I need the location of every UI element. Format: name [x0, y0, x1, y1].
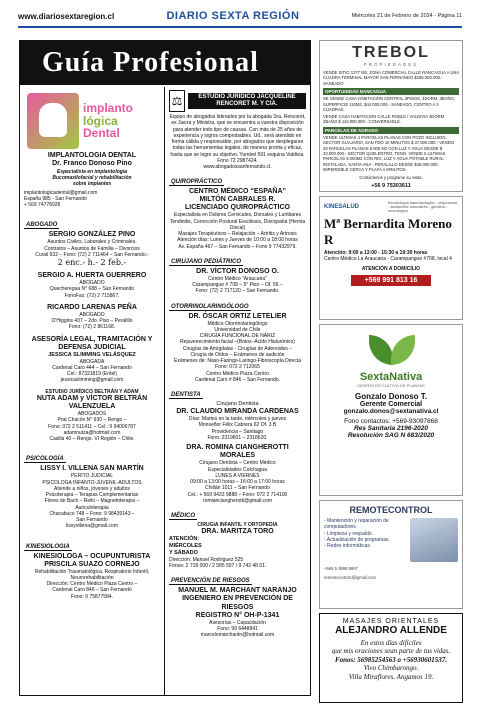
- listing-title: NUTA ADAM y VÍCTOR BELTRÁN VALENZUELA: [36, 394, 148, 410]
- listing-line: ABOGADOS: [77, 411, 107, 417]
- otorrino-listing: [169, 313, 306, 384]
- listing-title: RICARDO LARENAS PEÑA: [47, 303, 137, 311]
- sextanativa-email[interactable]: gonzalo.donos@sextanativa.cl: [343, 408, 439, 415]
- listing-line: Chacabuco 748 – Fono: 9 98439143 –: [49, 510, 135, 517]
- listing-title: DR. CLAUDIO MIRANDA CARDENAS: [176, 408, 299, 416]
- listing-line: Cirugías de Amígdalas - Cirugías de Adenoides –: [182, 345, 293, 352]
- remotecontrol-email[interactable]: remotecontrolcl@gmail.com: [324, 575, 376, 580]
- listing-subtitle: LICENCIADO QUIROPRÁCTICO: [185, 204, 290, 212]
- masajes-title: MASAJES ORIENTALES: [342, 618, 440, 625]
- listing-line: Auriculoterapia: [75, 504, 109, 511]
- remotecontrol-phone: +569 5 3898.8997: [324, 566, 358, 571]
- listing-line: Fonos: 2 718 000 / 2 585 597 / 9 742 48 01.: [169, 563, 267, 570]
- guia-right-column: [165, 87, 310, 695]
- listing-line: CIRUGÍA FUNCIONAL DE NARIZ: [199, 333, 276, 340]
- listing-line: Contratos – Asuntos de Familia – Divorcios: [44, 245, 140, 252]
- abogado-listing: [24, 336, 160, 384]
- listing-line: Carampangue # 708 – 5° Piso – Of. 56 –: [192, 282, 283, 289]
- sextanativa-res: Resolución SAG N 683/2020: [347, 432, 435, 439]
- estudio-title: ESTUDIO JURIDICO JACQUELINE RENCORET M. Y CIA.: [188, 93, 306, 109]
- listing-title: CENTRO MÉDICO “ESPAÑA”: [188, 188, 287, 196]
- section-quiropractico: QUIROPRÁCTICO: [171, 179, 222, 186]
- listing-line: Cirugía de Oídos – Exámenes de audición: [190, 351, 285, 358]
- kinesalud-ad: [319, 196, 463, 320]
- listing-line: LUNES A VIERNES: [215, 472, 260, 479]
- guia-left-column: [20, 87, 165, 695]
- listing-line: Flores de Bach – Reiki – Magnetoterapia –: [44, 498, 140, 505]
- trebol-bar: PARCELAS DE AGRADO: [323, 127, 459, 134]
- trebol-ad: [319, 40, 463, 192]
- psicologia-listing: [24, 465, 160, 529]
- listing-title: SERGIO A. HUERTA GUERRERO: [37, 272, 147, 280]
- listing-line: Fono: 99 6448841: [217, 625, 258, 632]
- abogado-listing: [24, 272, 160, 299]
- listing-subtitle: INGENIERO EN PREVENCIÓN DE RIESGOS: [182, 595, 293, 611]
- listing-line: FonoFax: (72) 2 715867.: [64, 292, 120, 299]
- logo-line-1: implanto: [83, 101, 133, 116]
- section-psicologia: PSICOLOGÍA: [26, 456, 64, 463]
- estudio-web[interactable]: www.abogadossanfernando.cl.: [203, 164, 272, 170]
- listing-line: Médico Otorrinolaringólogo: [207, 320, 268, 327]
- listing-line: marcelomarchantn@hotmail.com: [200, 632, 275, 639]
- listing-pre: CIRUGIA INFANTIL Y ORTOPEDIA: [197, 522, 278, 528]
- kinesalud-address: Centro Médico La Araucaria - Carampangue #708, local 4: [324, 256, 452, 263]
- listing-title: DRA. ROMINA CIANGHEROTTI MORALES: [186, 444, 289, 460]
- medico-att: MIÉRCOLES: [169, 543, 202, 550]
- listing-title: KINESIOLOGA – OCUPUNTURISTA: [33, 552, 151, 560]
- listing-line: Cardenal Caro 444 – San Fernando: [52, 364, 132, 371]
- section-dentista: DENTISTA: [171, 392, 201, 399]
- sextanativa-res: Res Sanitaria 2196-2020: [353, 425, 429, 432]
- abogado-listing: [24, 231, 160, 267]
- listing-line: Rehabilitación Traumatológica, Respiratorio Infantil,: [34, 568, 150, 575]
- listing-line: romianciangherotti@gmail.com: [203, 497, 272, 504]
- computer-image: [410, 518, 458, 562]
- listing-line: Centro Médico Plaza Centro: [206, 370, 269, 377]
- page-header: [18, 6, 462, 28]
- tooth-icon: [27, 93, 79, 149]
- dateline: Miércoles 21 de Febrero de 2024 - Página 11: [351, 13, 462, 19]
- listing-title: ASESORÍA LEGAL, TRAMITACIÓN Y DEFENSA JUDICIAL: [31, 335, 153, 351]
- listing-line: Psicoterapia – Terapias Complementarias: [45, 492, 139, 499]
- guia-title: Guía Profesional: [20, 41, 310, 85]
- listing-doctor: MILTÓN CABRALES R.: [199, 196, 276, 204]
- listing-line: Cel.: 87321819 (Entel): [66, 371, 118, 378]
- section-riesgos: PREVENCIÓN DE RIESGOS: [171, 578, 250, 585]
- trebol-text: VENDE CASA HABITACION CALLE ROBLE / VALDIVIA 4DORM 2BAÑO $ 110.000.000.- CONVERSABLE.: [323, 113, 445, 125]
- listing-line: Monseñor Félix Cabrera 62 Of. 3 B: [198, 422, 277, 429]
- listing-line: Bucomaxilofacial y rehabilitación: [52, 175, 132, 182]
- masajes-line: Villa Miraflores. Angamos 19.: [348, 672, 434, 681]
- listing-line: lissyvillena@gmail.com: [66, 523, 118, 530]
- listing-line: Fono: 9 75877584.: [71, 593, 113, 600]
- sextanativa-contact: Fono contactos: +569-93097868: [344, 418, 438, 425]
- abogados-list: [24, 231, 160, 442]
- listing-line: Exámenes de: Naso-Faringo-Laringo-Fibroscopía Directa: [173, 358, 301, 365]
- listing-line: Rejuvenecimiento facial –(Botox–Ácido Hialurónico): [180, 339, 295, 346]
- dentista-listing-1: [169, 401, 306, 441]
- listing-line: Cardenal Caro # 846 – San Fernando.: [194, 376, 281, 383]
- masajes-name: ALEJANDRO ALLENDE: [335, 625, 447, 636]
- listing-title: IMPLANTOLOGIA DENTAL: [47, 152, 137, 159]
- listing-pre: Cirujano Dentista: [216, 401, 259, 408]
- listing-line: Centro Médico “Araucaria”: [208, 275, 267, 282]
- listing-line: Fono: 2319601 – 2318620.: [207, 434, 268, 441]
- listing-phone: + 569 74778928: [24, 202, 61, 209]
- kinesalud-phone: +569 991 813 16: [351, 275, 431, 286]
- guia-profesional-box: [19, 40, 311, 696]
- medico-att: ATENCIÓN:: [169, 536, 200, 543]
- masajes-line: En estos días difíciles: [360, 639, 422, 647]
- medico-att: Y SÁBADO: [169, 550, 198, 557]
- listing-line: ABOGADO: [79, 311, 105, 318]
- listing-line: adamnutza@hotmail.com: [63, 429, 121, 436]
- estudio-header: [169, 90, 306, 112]
- listing-title: DRA. MARITZA TORO: [201, 528, 274, 536]
- remotecontrol-logo: REMOTECONTROL: [349, 505, 433, 515]
- logo-line-2: lógica: [83, 113, 118, 128]
- listing-title: SERGIO GONZÁLEZ PINO: [48, 231, 136, 239]
- listing-line: Cel.: + 569 9433 9888 – Fono: 072 2 714100: [187, 491, 288, 498]
- listing-line: Cirujano Dentista – Centro Médico: [199, 460, 276, 467]
- section-cirujano: CIRUJANO PEDIÁTRICO: [171, 258, 242, 265]
- trebol-text: VENDE SITIO 1377 M2, ZONA COMERCIAL CALLE RANCAGUA A UNA CUADRA TERMINAL MAYOR SAN FERNANDO $185.000.000.- SANEADO.: [323, 70, 459, 86]
- kinesalud-name: Mª Bernardita Moreno R: [324, 216, 452, 247]
- sextanativa-ad: [319, 324, 463, 496]
- listing-line: sobre implantes: [72, 181, 112, 188]
- kinesalud-logo: KINESALUD: [324, 204, 360, 210]
- trebol-text: SE VENDE CASA HABITACION CENTRAL 3PISOS, 4DORM, 3BAÑO, SUPERFICIE 110M2, $44.000.000.- SANEADO, CENTRO A 2 CUADRAS.: [323, 96, 455, 113]
- listing-line: Universidad de Chile: [214, 326, 261, 333]
- trebol-phone: +56 9 75303611: [371, 183, 411, 190]
- listing-line: Asuntos Civiles, Laborales y Criminales.: [47, 239, 137, 246]
- trebol-contact: Contáctenos y programe su visita.: [359, 174, 423, 180]
- listing-line: Tendinitis, Corrección Postural Escoliosis, Discopatía (Hernia Discal): [169, 218, 306, 231]
- listing-line: Atiende a niños, jóvenes y adultos: [54, 485, 130, 492]
- section-otorrino: OTORRINOLARINGÓLOGO: [171, 303, 249, 310]
- listing-line: ABOGADO: [79, 280, 105, 287]
- listing-line: Dirección: Manuel Rodríguez 525: [169, 556, 244, 563]
- medico-listing: [169, 522, 306, 569]
- masajes-ad: [319, 613, 463, 703]
- listing-line: Curali 532 – Fono: (72) 2 711464 – San Fernando.-: [35, 251, 149, 258]
- listing-line: - Limpieza y respaldo.: [324, 530, 373, 537]
- logo-line-3: Dental: [83, 126, 120, 141]
- listing-line: Especialista en implantología: [56, 168, 128, 175]
- section-medico: MÉDICO: [171, 513, 195, 519]
- listing-line: - Redes informáticas: [324, 543, 370, 549]
- trebol-logo: TREBOL: [352, 44, 430, 61]
- listing-line: Masajes Terapéuticos – Relajación – Artritis y Artrosis: [178, 231, 297, 238]
- abogado-listing: [24, 304, 160, 331]
- remotecontrol-ad: [319, 500, 463, 609]
- listing-line: Especialidades Colchagua: [208, 466, 267, 473]
- masajes-phone: Fonos: 56985254563 o +56930601537.: [334, 655, 448, 664]
- listing-line: Atención días: Lunes y Jueves de 10:00 a 18:00 horas: [177, 237, 298, 244]
- listing-line: ABOGADA: [79, 358, 105, 365]
- implant-listing: [24, 152, 160, 208]
- estudio-text: Equipo de abogados liderados por la abogada Sra. Rencoret, ex Jueza y Ministra, que se encuentra a vuestra disposición para atender todo tipo de causas. Con más de 25 años de experiencia y logros comprobables. Ud., será atendido en forma cálida y responsable, por abogados que desplegaran todas las herramientas legales, de manera pronta y eficaz, hasta que se logre su objetivo. Yumbel 591 esquina Valdivia. Fono 72 2987424.: [169, 114, 306, 164]
- listing-doctor: Dr. Franco Donoso Pino: [52, 160, 132, 168]
- ads-column: [319, 40, 463, 703]
- listing-line: Quecheregua N° 688 – San Fernando: [49, 286, 135, 293]
- section-kinesiologia: KINESIOLOGIA: [26, 543, 70, 550]
- listing-reg: REGISTRO N° OH-P-1341: [195, 611, 280, 619]
- newspaper-name: DIARIO SEXTA REGIÓN: [166, 10, 300, 22]
- trebol-subtitle: PROPIEDADES: [363, 62, 419, 67]
- kinesiologia-listing: [24, 553, 160, 600]
- kinesalud-hours: Atención: 9:00 a 13:00 - 15:30 a 19:30 horas: [324, 250, 428, 256]
- listing-line: Fono: 072 2 712065: [215, 364, 260, 371]
- kinesalud-home: ATENCIÓN A DOMICILIO: [361, 265, 421, 272]
- riesgos-listing: [169, 587, 306, 638]
- listing-subtitle: JESSICA SLIMMING VELÁSQUEZ: [48, 351, 136, 358]
- listing-pre: ESTUDIO JURÍDICO BELTRÁN Y ADAM: [45, 388, 139, 395]
- site-url[interactable]: www.diariosextaregion.cl: [18, 11, 115, 21]
- abogado-listing: [24, 389, 160, 443]
- listing-line: - Actualización de programas.: [324, 536, 390, 543]
- listing-line: Fono: (72) 2 861168.: [68, 324, 116, 331]
- listing-doctor: PRISCILA SUAZO CORNEJO: [44, 560, 140, 568]
- listing-line: Av. España 467 – San Fernando – Fono 9 77432979.: [178, 243, 297, 250]
- listing-line: Días: Martes en la tarde, miércoles y jueves: [188, 416, 287, 423]
- listing-line: O'Higgins 437 – 2do. Piso – Peralillo: [51, 318, 133, 325]
- masajes-line: Vivo Chimbarongo.: [363, 664, 419, 673]
- implantologica-logo: [24, 90, 160, 152]
- listing-title: MANUEL M. MARCHANT NARANJO: [178, 587, 297, 595]
- listing-line: Neurorehabilitación: [70, 574, 114, 581]
- dentista-listing-2: [169, 444, 306, 504]
- listing-line: - Mantención y reparación de computadores.: [324, 518, 389, 531]
- trebol-text: VENDE ULTIMAS 4 PARCELAS PLANAS CON POZO INCLUIDO, SECTOR GUAJARDI, SAN FDO 10 MINUTOS $ 37.500.000.- VENDO 29 PARCELAS PLANAS 5.000 M2 CON LUZ Y AGUA DESDE $ 33.000.000.- SECTOR QUELENTRO, TENO. VENDE 5 ULTIMAS PARCELAS 5.000M2 CON RIO, LUZ Y AGUA POTABLE RURAL INSTALADA, SANTA ANA - PERALILLO DESDE $36.000.000. IMPERDIBLE CERCA Y PLAYA A MINUTOS.: [323, 134, 455, 173]
- sextanativa-role: Gerente Comercial: [359, 401, 423, 408]
- listing-address: España 985 - San Fernando: [24, 195, 87, 202]
- listing-line: PERITO JUDICIAL: [70, 473, 114, 480]
- sextanativa-name: Gonzalo Donoso T.: [355, 392, 427, 401]
- quiropractico-listing: [169, 188, 306, 250]
- listing-line: Chillán 1011 – San Fernando: [205, 485, 270, 492]
- listing-title: LISSY I. VILLENA SAN MARTÍN: [40, 465, 144, 473]
- listing-line: San Fernando: [76, 517, 108, 524]
- listing-line: Providencia – Santiago: [211, 428, 264, 435]
- scales-icon: ⚖: [169, 90, 185, 112]
- listing-line: Fono: 072 2 511411 – Cel.: 9 94006787: [48, 423, 136, 430]
- listing-title: DR. ÓSCAR ORTIZ LETELIER: [188, 312, 287, 320]
- section-abogado: ABOGADO: [26, 222, 58, 229]
- listing-title: DR. VÍCTOR DONOSO O.: [196, 267, 279, 275]
- listing-line: Asesorías – Capacitación: [209, 619, 266, 626]
- leaf-icon: [361, 331, 421, 369]
- listing-line: Cardenal Caro 846 – San Fernando: [52, 587, 132, 594]
- trebol-bar: OPORTUNIDAD NANCAGUA: [323, 88, 459, 95]
- handwritten-note: 2 enc.- h.- 2 feb.-: [57, 258, 127, 268]
- kinesalud-services: Kinesiología traumatológica - respiratoria - accidentes vasculares - geriatría - neurológica: [388, 201, 458, 213]
- listing-line: jessicaslimming@gmail.com: [60, 377, 124, 384]
- listing-line: Casilla 40 – Rengo. VI Región – Chile.: [49, 436, 135, 442]
- listing-line: 09:00 a 13:00 horas – 16:00 a 17:00 horas: [190, 479, 285, 485]
- listing-line: Fono: (72) 2 717120 – San Fernando.: [195, 288, 280, 295]
- sextanativa-tag: CENTRO DE CULTIVO DE PLANTAS: [357, 383, 425, 388]
- listing-email[interactable]: implantologicadental@gmail.com: [24, 189, 98, 196]
- listing-line: Especialista en Dolores Cervicales, Dorsales y Lumbares: [174, 212, 301, 219]
- cirujano-listing: [169, 268, 306, 295]
- listing-line: Prat Chacón N° 930 – Rengo –: [57, 417, 127, 424]
- masajes-line: que mis oraciones sean parte de tus vidas.: [331, 647, 451, 656]
- sextanativa-brand: SextaNativa: [359, 371, 423, 383]
- listing-line: PSICOLOGA INFANTO-JUVENIL-ADULTOS: [42, 479, 142, 486]
- listing-line: Dirección: Centro Médico Plaza Centro –: [46, 581, 138, 588]
